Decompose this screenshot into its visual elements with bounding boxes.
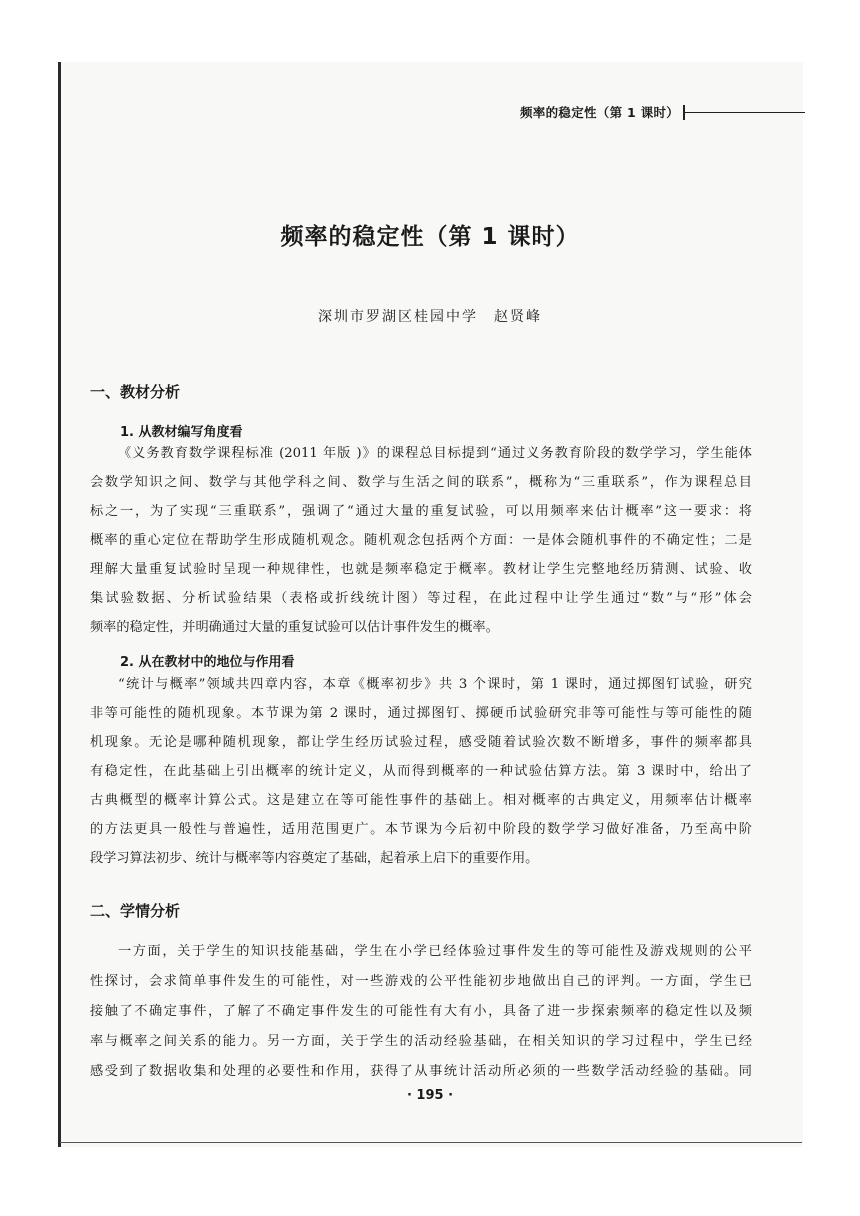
subsection-heading-role: 2. 从在教材中的地位与作用看 bbox=[120, 655, 295, 670]
paragraph-line: 频率的稳定性，并明确通过大量的重复试验可以估计事件发生的概率。 bbox=[90, 620, 499, 635]
running-header-text: 频率的稳定性（第 1 课时） bbox=[520, 105, 680, 120]
header-rule bbox=[683, 112, 805, 113]
paragraph-line: 标之一，为了实现“三重联系”，强调了“通过大量的重复试验，可以用频率来估计概率”这一要求：将 bbox=[90, 504, 752, 519]
author-line: 深圳市罗湖区桂园中学 赵贤峰 bbox=[318, 309, 542, 325]
subsection-heading-compilation: 1. 从教材编写角度看 bbox=[120, 425, 243, 440]
paragraph-line: 非等可能性的随机现象。本节课为第 2 课时，通过掷图钉、掷硬币试验研究非等可能性与等可能性的随 bbox=[90, 706, 752, 721]
paragraph-line: 性探讨，会求简单事件发生的可能性，对一些游戏的公平性能初步地做出自己的评判。一方面，学生已 bbox=[90, 974, 752, 989]
page-number: · 195 · bbox=[406, 1088, 454, 1103]
paragraph-line: 机现象。无论是哪种随机现象，都让学生经历试验过程，感受随着试验次数不断增多，事件的频率都具 bbox=[90, 735, 752, 750]
paragraph-line: 概率的重心定位在帮助学生形成随机观念。随机观念包括两个方面：一是体会随机事件的不确定性；二是 bbox=[90, 533, 752, 548]
running-header bbox=[520, 103, 805, 121]
paragraph-line: 一方面，关于学生的知识技能基础，学生在小学已经体验过事件发生的等可能性及游戏规则的公平 bbox=[118, 944, 752, 959]
paragraph-line: 古典概型的概率计算公式。这是建立在等可能性事件的基础上。相对概率的古典定义，用频率估计概率 bbox=[90, 793, 752, 808]
paragraph-line: 有稳定性，在此基础上引出概率的统计定义，从而得到概率的一种试验估算方法。第 3 课时中，给出了 bbox=[90, 764, 752, 779]
section-heading-textbook-analysis: 一、教材分析 bbox=[90, 383, 181, 401]
page-bottom-rule bbox=[60, 1142, 802, 1143]
paragraph-line: 理解大量重复试验时呈现一种规律性，也就是频率稳定于概率。教材让学生完整地经历猜测、试验、收 bbox=[90, 562, 752, 577]
section-heading-student-analysis: 二、学情分析 bbox=[90, 902, 181, 920]
paragraph-line: 接触了不确定事件，了解了不确定事件发生的可能性有大有小，具备了进一步探索频率的稳定性以及频 bbox=[90, 1004, 752, 1019]
page-title: 频率的稳定性（第 1 课时） bbox=[280, 224, 580, 250]
paragraph-line: 率与概率之间关系的能力。另一方面，关于学生的活动经验基础，在相关知识的学习过程中，学生已经 bbox=[90, 1034, 752, 1049]
paragraph-line: 感受到了数据收集和处理的必要性和作用，获得了从事统计活动所必须的一些数学活动经验的基础。同 bbox=[90, 1064, 752, 1079]
paragraph-line: “统计与概率”领域共四章内容，本章《概率初步》共 3 个课时，第 1 课时，通过掷图钉试验，研究 bbox=[118, 677, 752, 692]
paragraph-line: 集试验数据、分析试验结果（表格或折线统计图）等过程，在此过程中让学生通过“数”与“形”体会 bbox=[90, 591, 752, 606]
paragraph-line: 会数学知识之间、数学与其他学科之间、数学与生活之间的联系”，概称为“三重联系”，作为课程总目 bbox=[90, 475, 752, 490]
paragraph-line: 段学习算法初步、统计与概率等内容奠定了基础，起着承上启下的重要作用。 bbox=[90, 851, 539, 866]
paragraph-line: 《义务教育数学课程标准 (2011 年版 )》的课程总目标提到“通过义务教育阶段的数学学习，学生能体 bbox=[118, 446, 752, 461]
paragraph-line: 的方法更具一般性与普遍性，适用范围更广。本节课为今后初中阶段的数学学习做好准备，乃至高中阶 bbox=[90, 822, 752, 837]
